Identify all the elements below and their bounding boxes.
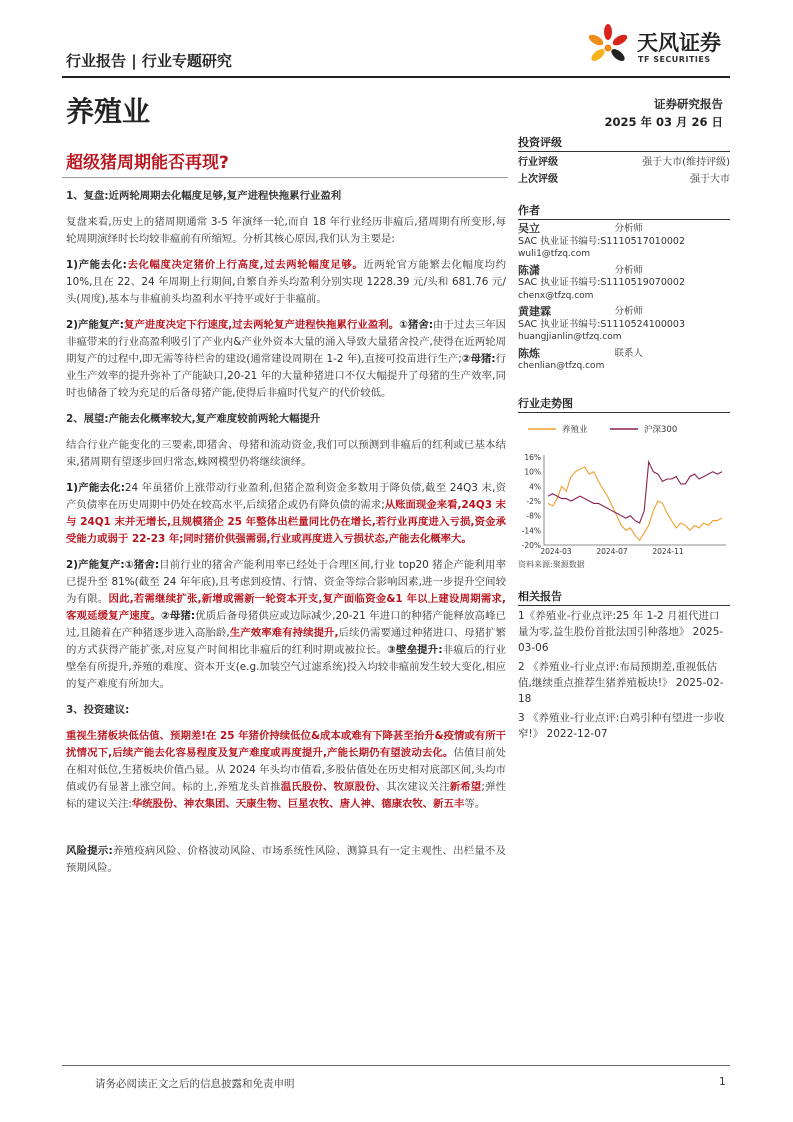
doc-date: 2025 年 03 月 26 日 [604, 115, 723, 129]
author-email[interactable]: chenlian@tfzq.com [518, 361, 605, 371]
related-report-item[interactable]: 3 《养殖业-行业点评:白鸡引种有望进一步收窄!》 2022-12-07 [518, 711, 725, 740]
related-reports [518, 608, 730, 742]
author-name: 陈潇 [518, 263, 540, 277]
rating-heading: 投资评级 [518, 136, 562, 149]
x-tick-label: 2024-03 [540, 546, 572, 556]
author-entry [518, 348, 730, 373]
legend-label: 养殖业 [562, 424, 588, 435]
y-tick-label: 10% [524, 467, 541, 477]
author-role: 分析师 [614, 223, 643, 234]
author-name: 陈炼 [518, 346, 540, 360]
report-type: 行业报告 | 行业专题研究 [66, 52, 232, 70]
logo-name: 天风证券 [637, 31, 721, 55]
header-divider [62, 76, 730, 78]
y-tick-label: 4% [529, 481, 541, 491]
chart-source: 资料来源:聚源数据 [518, 559, 585, 569]
y-tick-label: -2% [526, 496, 541, 506]
trend-divider [518, 412, 730, 413]
authors-list [518, 223, 730, 373]
author-cert: SAC 执业证书编号:S1110519070002 [518, 277, 685, 288]
series-line [548, 461, 722, 522]
author-email[interactable]: chenx@tfzq.com [518, 290, 594, 301]
trend-heading: 行业走势图 [518, 396, 573, 410]
section-heading-3: 3、投资建议: [66, 704, 130, 716]
x-tick-label: 2024-07 [596, 546, 628, 556]
author-email[interactable]: wuli1@tfzq.com [518, 249, 591, 259]
y-tick-label: -20% [521, 540, 541, 550]
industry-trend-chart [518, 417, 730, 557]
author-cert: SAC 执业证书编号:S1110524100003 [518, 318, 685, 330]
section-heading-1: 1、复盘:近两轮周期去化幅度足够,复产进程快拖累行业盈利 [66, 190, 342, 202]
y-tick-label: -8% [526, 511, 541, 521]
main-body [66, 188, 506, 877]
sidebar [518, 134, 730, 745]
author-name: 黄建霖 [518, 305, 551, 318]
section-1-intro: 复盘来看,历史上的猪周期通常 3-5 年演绎一轮,而自 18 年行业经历非瘟后,猪周期有所变形,每轮周期演绎时长均较非瘟前有所缩短。分析其核心原因,我们认为主要是: [66, 216, 506, 245]
paragraph-capacity-restart: 2)产能复产:复产进度决定下行速度,过去两轮复产进程快拖累行业盈利。①猪舍:由于过去三年因非瘟带来的行业高盈利吸引了产业内&产业外资本大量的涌入导致大量猪舍投产,使得在近两轮周期复产的过程中,即无需等待栏舍的建设(通常建设周期在 1-2 年),直接可投苗进行生产;②母猪:行业生产效率的提升弥补了产能缺口,20-21 年的大量种猪进口不仅大幅提升了母猪的生产效率,同时也储备了较为充足的后备母猪产能,使得后非瘟时代复产的代价较低。 [66, 319, 507, 399]
related-report-item[interactable]: 1《养殖业-行业点评:25 年 1-2 月祖代进口量为零,益生股份首批法国引种落地》 2025-03-06 [518, 609, 724, 654]
related-heading: 相关报告 [518, 589, 562, 603]
related-divider [518, 605, 730, 606]
author-email[interactable]: huangjianlin@tfzq.com [518, 332, 622, 342]
paragraph-capacity-reduction: 1)产能去化:去化幅度决定猪价上行高度,过去两轮幅度足够。近两轮官方能繁去化幅度均约 10%,且在 22、24 年周期上行期间,自繁自养头均盈利分别实现 1228.39 元/头和 681.76 元/头(周度),基本与非瘟前头均盈利水平持平或好于非瘟前。 [66, 259, 507, 305]
legend-label: 沪深300 [644, 424, 678, 435]
section-2-intro: 结合行业产能变化的三要素,即猪舍、母猪和流动资金,我们可以预测到非瘟后的红利或已基本结束,猪周期有望逐步回归常态,蛛网模型仍将继续演绎。 [66, 439, 506, 468]
paragraph-risk: 风险提示:养殖疫病风险、价格波动风险、市场系统性风险、测算具有一定主观性、出栏量不及预期风险。 [66, 845, 507, 874]
author-cert: SAC 执业证书编号:S1110517010002 [518, 235, 685, 247]
author-name: 吴立 [518, 222, 540, 235]
y-tick-label: -14% [521, 525, 541, 535]
logo-subtitle: TF SECURITIES [638, 55, 711, 64]
x-tick-label: 2024-11 [652, 546, 684, 556]
authors-divider [518, 219, 730, 220]
section-heading-2: 2、展望:产能去化概率较大,复产难度较前两轮大幅提升 [66, 413, 321, 425]
author-role: 分析师 [614, 264, 643, 276]
series-line [548, 466, 722, 539]
footer-disclaimer: 请务必阅读正文之后的信息披露和免责申明 [95, 1078, 295, 1090]
y-tick-label: 16% [524, 452, 541, 462]
author-entry [518, 265, 730, 303]
footer-divider [62, 1065, 730, 1066]
report-title: 超级猪周期能否再现? [66, 153, 229, 173]
author-role: 联系人 [614, 347, 643, 359]
prev-rating-row: 上次评级 强于大市 [518, 174, 730, 185]
rating-divider [518, 151, 730, 152]
industry-name: 养殖业 [66, 95, 151, 128]
paragraph-outlook-restart: 2)产能复产:①猪舍:目前行业的猪舍产能利用率已经处于合理区间,行业 top20 猪企产能利用率已提升至 81%(截至 24 年年底),且考虑到疫情、行情、资金等综合影响因素,进一步提升空间较为有限。因此,若需继续扩张,新增或需新一轮资本开支,复产面临资金&1 年以上建设周期需求,客观延缓复产速度。②母猪:优质后备母猪供应或边际减少,20-21 年进口的种猪产能释放高峰已过,且随着在产种猪逐步进入高胎龄,生产效率难有持续提升,后续仍需要通过种猪进口、母猪扩繁的方式获得产能扩张,对应复产时间相比非瘟后的红利时期或被拉长。③壁垒提升:非瘟后的行业壁垒有所提升,养殖的难度、资本开支(e.g.加装空气过滤系统)投入均较非瘟前发生较大变化,相应的复产难度有所加大。 [66, 559, 507, 690]
authors-heading: 作者 [518, 204, 540, 217]
title-divider [62, 177, 508, 178]
doc-type: 证券研究报告 [654, 97, 723, 111]
industry-rating-row: 行业评级 强于大市(维持评级) [518, 157, 730, 168]
author-entry [518, 306, 730, 344]
paragraph-investment: 重视生猪板块低估值、预期差!在 25 年猪价持续低位&成本或难有下降甚至抬升&疫情或有所干扰情况下,后续产能去化容易程度及复产难度或再度提升,产能长期仍有望波动去化。估值目前处在相对低位,生猪板块价值凸显。从 2024 年头均市值看,多股估值处在历史相对底部区间,头均市值或仍有显著上涨空间。标的上,养殖龙头首推温氏股份、牧原股份、其次建议关注新希望;弹性标的建议关注:华统股份、神农集团、天康生物、巨星农牧、唐人神、德康农牧、新五丰等。 [66, 730, 507, 810]
page-number: 1 [719, 1076, 726, 1088]
paragraph-outlook-reduction: 1)产能去化:24 年虽猪价上涨带动行业盈利,但猪企盈利资金多数用于降负债,截至 24Q3 末,资产负债率在历史周期中仍处在较高水平,后续猪企或仍有降负债的需求;从账面现金来看,24Q3 末与 24Q1 末并无增长,且规模猪企 25 年整体出栏量同比仍在增长,若行业再度进入亏损,资金承受能力或弱于 22-23 年;同时猪价供强需弱,行业或再度进入亏损状态,产能去化概率大。 [66, 482, 506, 545]
author-role: 分析师 [614, 306, 643, 317]
author-entry [518, 223, 730, 261]
related-report-item[interactable]: 2 《养殖业-行业点评:布局预期差,重视低估值,继续重点推荐生猪养殖板块!》 2025-02-18 [518, 660, 724, 705]
